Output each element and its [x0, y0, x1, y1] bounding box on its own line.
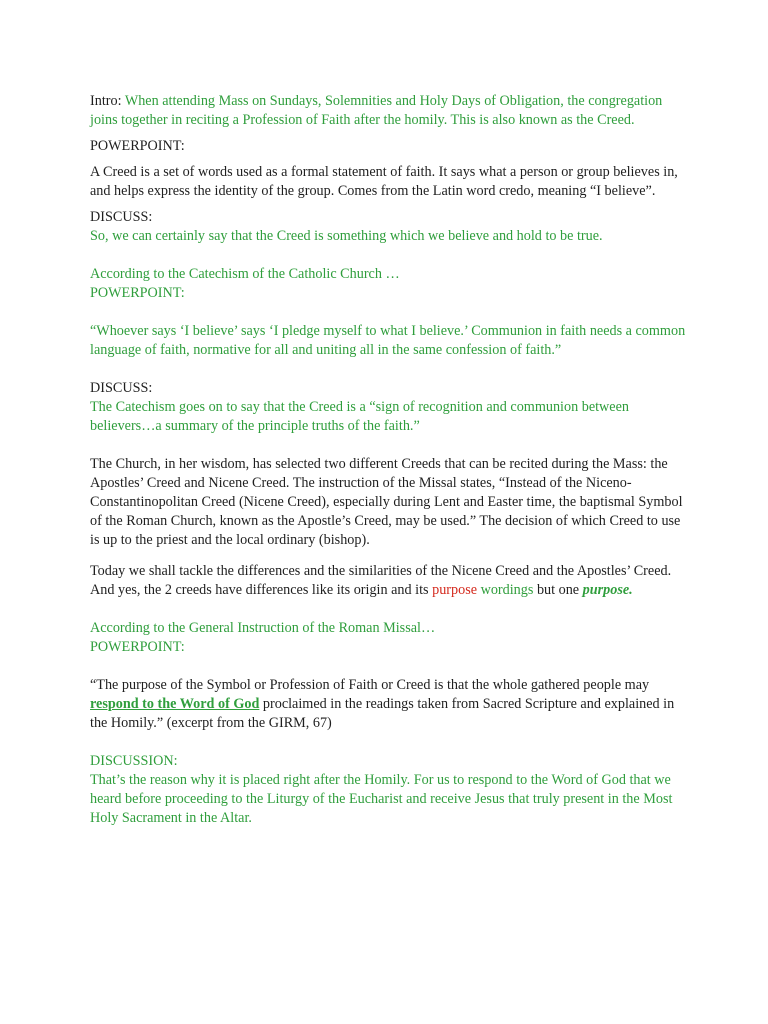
discussion-label: DISCUSSION: [90, 753, 178, 769]
girm-quote [90, 676, 690, 733]
discussion-text: That’s the reason why it is placed right after the Homily. For us to respond to the Word of God that we heard before proceeding to the Liturgy of the Eucharist and receive Jesus that truly present in the Most Holy Sacrament in the Altar. [90, 772, 673, 826]
discuss-label-1: DISCUSS: [90, 209, 153, 225]
girm-quote-before: “The purpose of the Symbol or Profession of Faith or Creed is that the whole gathered people may [90, 677, 650, 693]
wordings-word: wordings [477, 582, 534, 598]
catechism-heading: According to the Catechism of the Catholic Church … [90, 266, 400, 282]
discuss-label-2: DISCUSS: [90, 380, 153, 396]
powerpoint-label-2: POWERPOINT: [90, 285, 185, 301]
girm-heading: According to the General Instruction of the Roman Missal… [90, 620, 436, 636]
church-paragraph: The Church, in her wisdom, has selected two different Creeds that can be recited during the Mass: the Apostles’ Creed and Nicene Creed. The instruction of the Missal states, “Instead of the Niceno-Constantinopolitan Creed (Nicene Creed), especially during Lent and Easter time, the baptismal Symbol of the Roman Church, known as the Apostle’s Creed, may be used.” The decision of which Creed to use is up to the priest and the local ordinary (bishop). [90, 456, 683, 548]
document-page [90, 92, 690, 828]
intro-label: Intro: [90, 93, 125, 109]
intro-paragraph [90, 92, 690, 130]
purpose-red-word: purpose [432, 582, 478, 598]
catechism-quote: “Whoever says ‘I believe’ says ‘I pledge myself to what I believe.’ Communion in faith needs a common language of faith, normative for all and uniting all in the same confession of faith.” [90, 323, 686, 358]
intro-text: When attending Mass on Sundays, Solemnities and Holy Days of Obligation, the congregation joins together in reciting a Profession of Faith after the homily. This is also known as the Creed. [90, 93, 663, 128]
today-paragraph [90, 562, 690, 600]
purpose-bold-word: purpose. [582, 582, 633, 598]
discuss-text-1: So, we can certainly say that the Creed is something which we believe and hold to be true. [90, 228, 603, 244]
powerpoint-label-3: POWERPOINT: [90, 639, 185, 655]
creed-definition-paragraph: A Creed is a set of words used as a formal statement of faith. It says what a person or group believes in, and helps express the identity of the group. Comes from the Latin word credo, meaning “I believe”. [90, 164, 678, 199]
powerpoint-label-1: POWERPOINT: [90, 138, 185, 154]
today-text: Today we shall tackle the differences and the similarities of the Nicene Creed and the Apostles’ Creed. And yes, the 2 creeds have differences like its origin and its [90, 563, 672, 598]
girm-quote-emphasis: respond to the Word of God [90, 696, 260, 712]
today-text-mid: but one [533, 582, 583, 598]
discuss-text-2: The Catechism goes on to say that the Creed is a “sign of recognition and communion between believers…a summary of the principle truths of the faith.” [90, 399, 629, 434]
girm-quote-after: proclaimed in the readings taken from Sacred Scripture and explained in the Homily.” (excerpt from the GIRM, 67) [90, 696, 675, 731]
